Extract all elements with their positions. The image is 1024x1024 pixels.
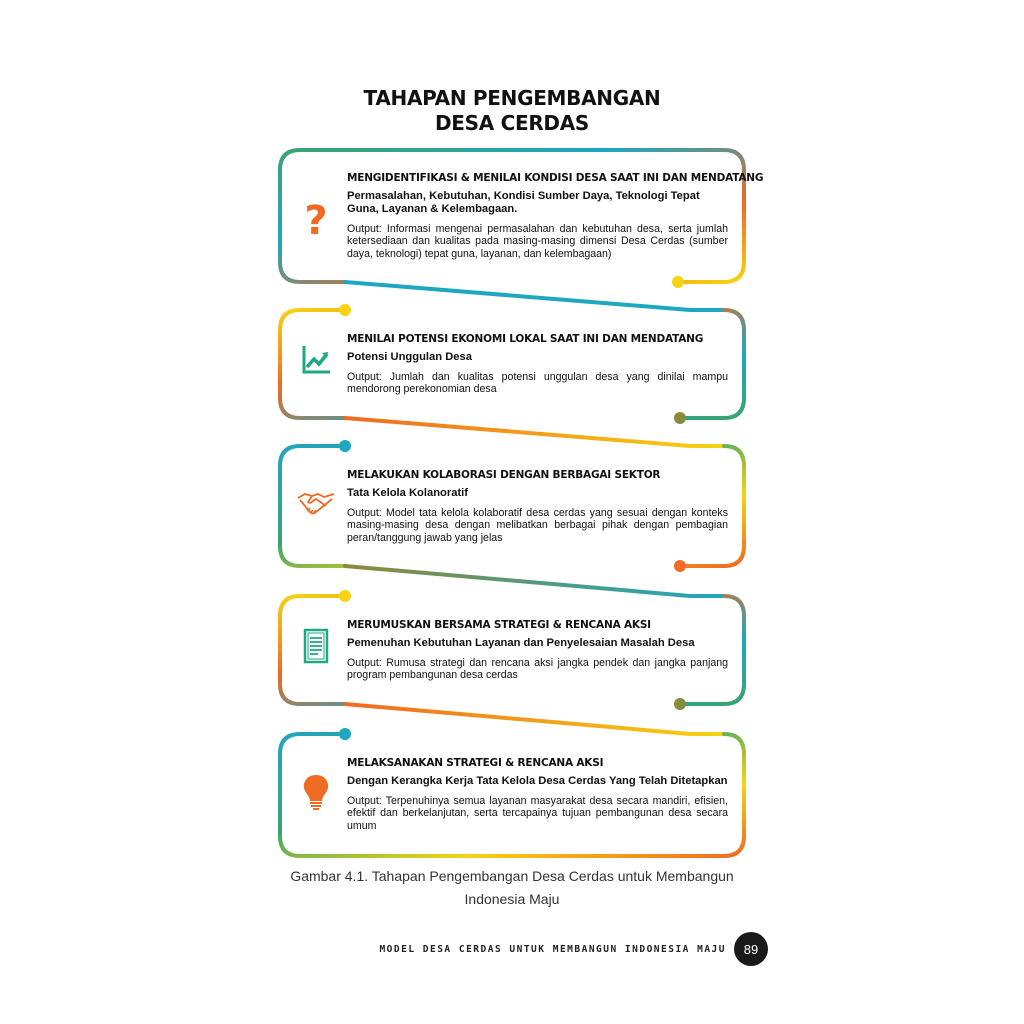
step-2-subheading: Potensi Unggulan Desa [347,351,472,363]
connector-2 [345,418,724,446]
step-4-start-dot [339,590,351,602]
step-5-output: Output: Terpenuhinya semua layanan masyarakat desa secara mandiri, efisien, efektif dan berkelanjutan, serta tercapainya tujuan pembangunan desa secara umum [347,795,728,832]
figure-caption [262,865,762,911]
step-5-subheading: Dengan Kerangka Kerja Tata Kelola Desa Cerdas Yang Telah Ditetapkan [347,775,728,787]
step-1-subheading: Permasalahan, Kebutuhan, Kondisi Sumber Daya, Teknologi Tepat Guna, Layanan & Kelembagaan. [347,190,700,215]
step-4-heading: MERUMUSKAN BERSAMA STRATEGI & RENCANA AKSI [347,619,651,631]
caption-line-2: Indonesia Maju [464,891,560,907]
step-2 [347,333,728,396]
step-2-heading: MENILAI POTENSI EKONOMI LOKAL SAAT INI DAN MENDATANG [347,333,704,345]
step-4-subheading: Pemenuhan Kebutuhan Layanan dan Penyelesaian Masalah Desa [347,637,695,649]
step-3-output: Output: Model tata kelola kolaboratif desa cerdas yang sesuai dengan konteks masing-masing desa dengan melibatkan berbagai pihak dengan pembagian peran/tanggung jawab yang jelas [347,507,728,544]
step-3-end-dot [674,560,686,572]
caption-line-1: Gambar 4.1. Tahapan Pengembangan Desa Cerdas untuk Membangun [290,868,734,884]
handshake-icon [296,484,336,524]
step-1-output: Output: Informasi mengenai permasalahan dan kebutuhan desa, serta jumlah ketersediaan dan kualitas pada masing-masing dimensi Desa Cerdas (sumber daya, teknologi) tepat guna, layanan, dan kelembagaan) [347,223,728,260]
step-3 [347,469,728,544]
step-3-start-dot [339,440,351,452]
step-1 [347,172,764,260]
connector-3 [345,566,724,596]
connector-4 [345,704,724,734]
step-5-heading: MELAKSANAKAN STRATEGI & RENCANA AKSI [347,757,604,769]
lightbulb-icon [296,772,336,812]
question-mark-icon [296,198,336,238]
running-title: MODEL DESA CERDAS UNTUK MEMBANGUN INDONESIA MAJU [379,944,726,955]
title-line-2: DESA CERDAS [434,111,590,135]
connector-1 [345,282,724,310]
step-2-output: Output: Jumlah dan kualitas potensi unggulan desa yang dinilai mampu mendorong perekonomian desa [347,371,728,396]
svg-text:?: ? [304,198,328,238]
step-4-end-dot [674,698,686,710]
page-number: 89 [734,932,768,966]
step-4 [347,619,728,682]
step-4-output: Output: Rumusa strategi dan rencana aksi jangka pendek dan jangka panjang program pembangunan desa cerdas [347,657,728,682]
step-2-start-dot [339,304,351,316]
growth-chart-icon [296,340,336,380]
title-line-1: TAHAPAN PENGEMBANGAN [363,86,661,110]
step-1-heading: MENGIDENTIFIKASI & MENILAI KONDISI DESA SAAT INI DAN MENDATANG [347,172,764,184]
step-5-start-dot [339,728,351,740]
step-3-heading: MELAKUKAN KOLABORASI DENGAN BERBAGAI SEKTOR [347,469,661,481]
document-icon [296,626,336,666]
step-1-end-dot [672,276,684,288]
step-2-end-dot [674,412,686,424]
step-3-subheading: Tata Kelola Kolanoratif [347,487,469,499]
step-5 [347,757,728,832]
